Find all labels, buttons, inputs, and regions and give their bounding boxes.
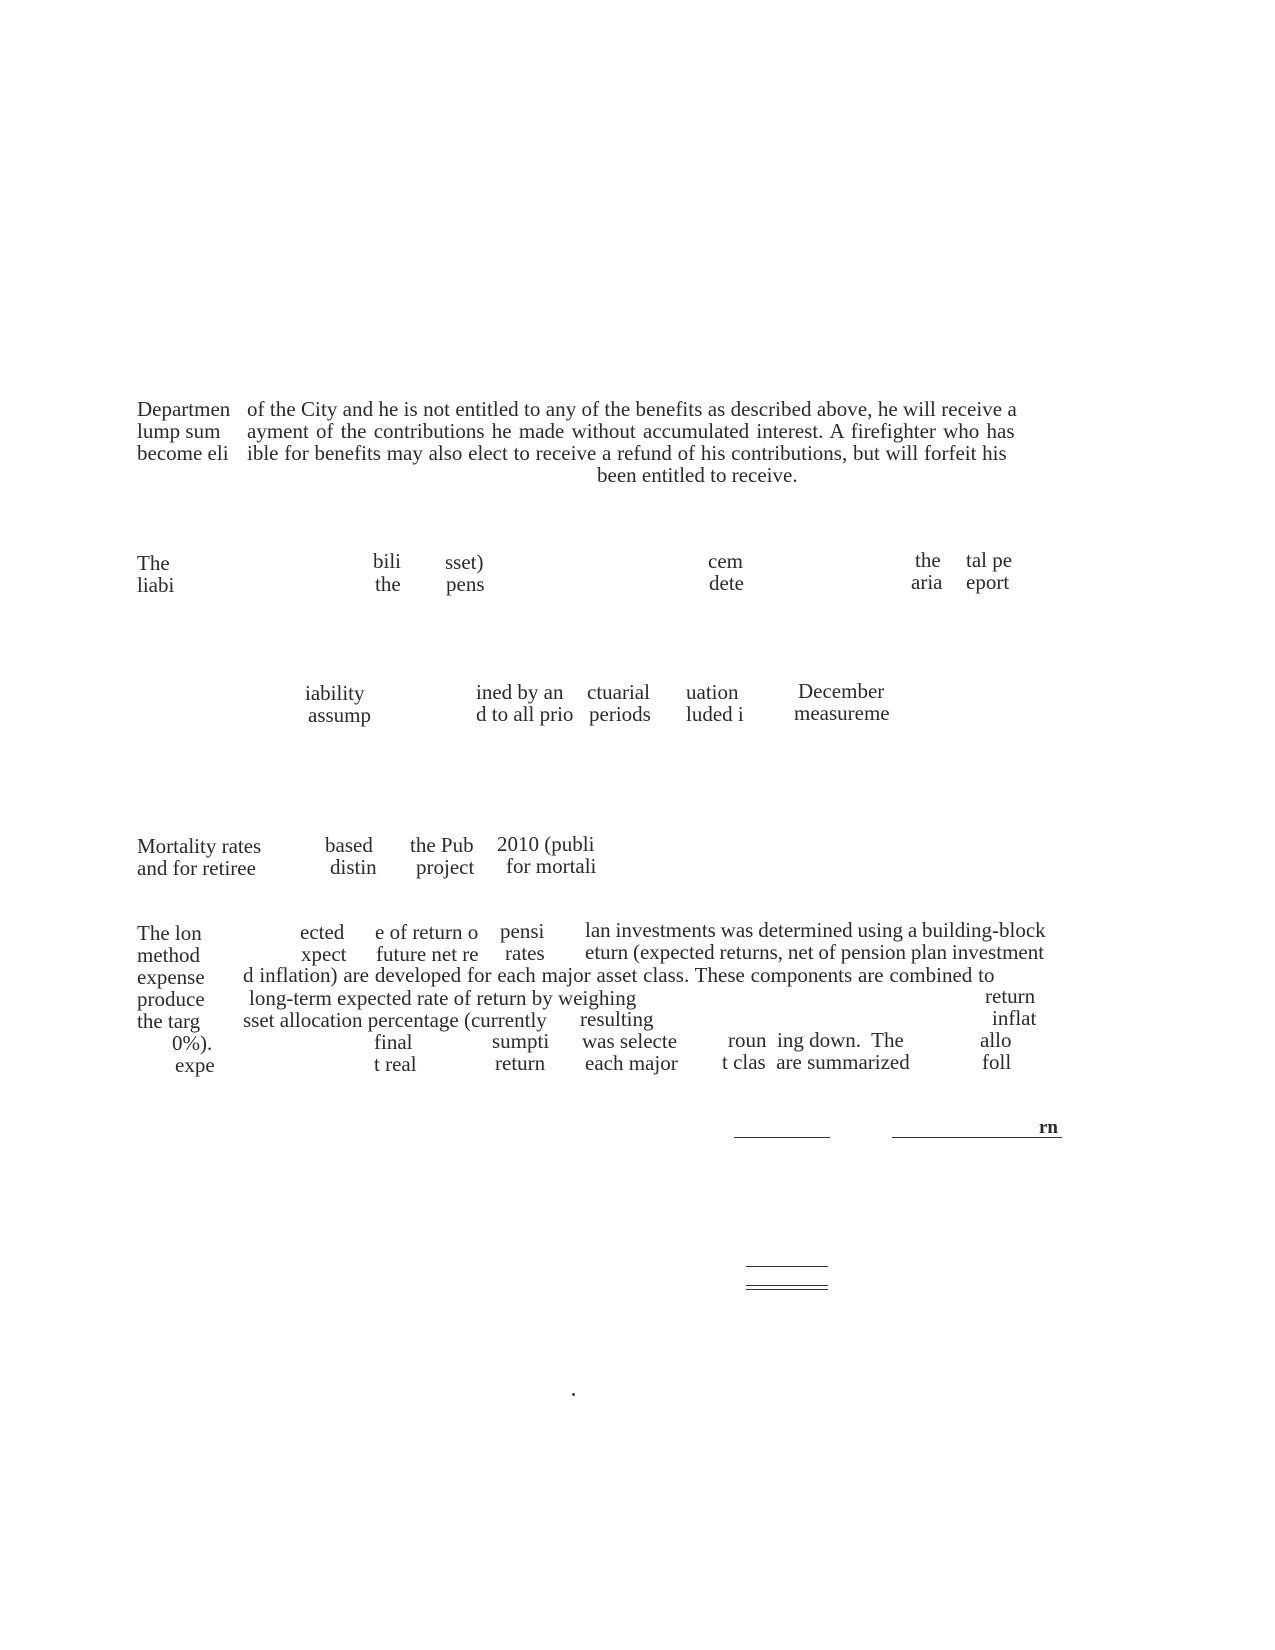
total-double-rule-bottom [746, 1289, 828, 1290]
p5-l1-c1: The lon [137, 921, 202, 945]
p2-r2-c1: liabi [137, 573, 175, 597]
p2-r1-c2: bili [373, 549, 402, 573]
p5-l1-c2: ected [300, 920, 345, 944]
p5-l2-c4: rates [505, 941, 545, 965]
p3-r2-c1: assump [308, 703, 371, 727]
p5-l5-c3: resulting [580, 1007, 654, 1031]
p3-r2-c3: periods [589, 702, 651, 726]
p1-right-line-1: of the City and he is not entitled to any of the benefits as described above, he will receive a [247, 397, 1017, 421]
p5-l6-c4: was selecte [582, 1029, 678, 1053]
p2-r2-c6: eport [966, 570, 1010, 594]
p3-r1-c3: ctuarial [587, 680, 650, 704]
p5-l4-c2: long-term expected rate of return by weighing [249, 986, 637, 1010]
p5-l7-c3: return [495, 1051, 546, 1075]
p4-r2-c4: for mortali [506, 854, 597, 878]
p3-r2-c5: measureme [794, 701, 890, 725]
p3-r1-c5: December [798, 679, 885, 703]
p3-r1-c1: iability [305, 681, 365, 705]
p4-r1-c3: the Pub [410, 833, 474, 857]
p5-l1-c5: lan investments was determined using a building-block [585, 918, 1046, 942]
p1-right-line-3: ible for benefits may also elect to receive a refund of his contributions, but will forfeit his [247, 441, 1007, 465]
p5-l5-c2: sset allocation percentage (currently [243, 1008, 547, 1032]
p5-l4-c3: return [985, 984, 1036, 1008]
p5-l7-c5: t clas are summarized [722, 1050, 910, 1074]
p3-r1-c2: ined by an [476, 680, 564, 704]
p2-r1-c5: the [915, 548, 941, 572]
p2-r2-c5: aria [911, 570, 943, 594]
p4-r2-c2: distin [330, 855, 377, 879]
p5-l7-c2: t real [374, 1052, 417, 1076]
scan-speck [572, 1393, 575, 1396]
p5-l5-c4: inflat [992, 1006, 1037, 1030]
p2-r2-c3: pens [446, 572, 485, 596]
p5-l3-c2: d inflation) are developed for each major asset class. These components are combined to [243, 963, 995, 987]
p5-l1-c4: pensi [500, 919, 545, 943]
p5-l2-c1: method [137, 943, 200, 967]
p3-r1-c4: uation [686, 680, 739, 704]
p2-r1-c1: The [137, 551, 170, 575]
p2-r2-c4: dete [709, 571, 744, 595]
p5-l4-c1: produce [137, 987, 205, 1011]
total-double-rule-top [746, 1285, 828, 1286]
p3-r2-c4: luded i [686, 702, 744, 726]
p1-left-line-1: Departmen [137, 397, 231, 421]
p2-r2-c2: the [375, 572, 401, 596]
p1-last-line: been entitled to receive. [597, 463, 798, 487]
p1-left-line-3: become eli [137, 441, 229, 465]
p1-right-line-2: ayment of the contributions he made without accumulated interest. A firefighter who has [247, 419, 1015, 443]
table-header-col3-label: rn [1039, 1117, 1058, 1138]
total-single-rule [746, 1266, 828, 1267]
p5-l5-c1: the targ [137, 1009, 201, 1033]
p5-l6-c1: 0%). [172, 1031, 213, 1055]
p5-l2-c5: eturn (expected returns, net of pension plan investment [585, 940, 1045, 964]
table-header-underline-1 [734, 1137, 830, 1138]
p3-r2-c2: d to all prio [476, 702, 574, 726]
p2-r1-c6: tal pe [966, 548, 1013, 572]
p5-l2-c3: future net re [376, 942, 479, 966]
p4-r2-c1: and for retiree [137, 856, 256, 880]
p5-l6-c3: sumpti [492, 1029, 550, 1053]
p4-r2-c3: project [416, 855, 475, 879]
p4-r1-c4: 2010 (publi [497, 832, 595, 856]
p2-r1-c4: cem [708, 549, 743, 573]
p4-r1-c2: based [325, 833, 373, 857]
p5-l2-c2: xpect [301, 942, 347, 966]
p5-l6-c6: allo [980, 1028, 1012, 1052]
p1-left-line-2: lump sum [137, 419, 221, 443]
p5-l6-c2: final [374, 1030, 413, 1054]
table-header-underline-2 [892, 1137, 1062, 1138]
p5-l1-c3: e of return o [375, 920, 479, 944]
p2-r1-c3: sset) [445, 550, 484, 574]
p5-l3-c1: expense [137, 965, 205, 989]
p5-l6-c5: roun ing down. The [728, 1028, 904, 1052]
p4-r1-c1: Mortality rates [137, 834, 262, 858]
p5-l7-c1: expe [175, 1053, 215, 1077]
p5-l7-c6: foll [982, 1050, 1012, 1074]
p5-l7-c4: each major [585, 1051, 678, 1075]
